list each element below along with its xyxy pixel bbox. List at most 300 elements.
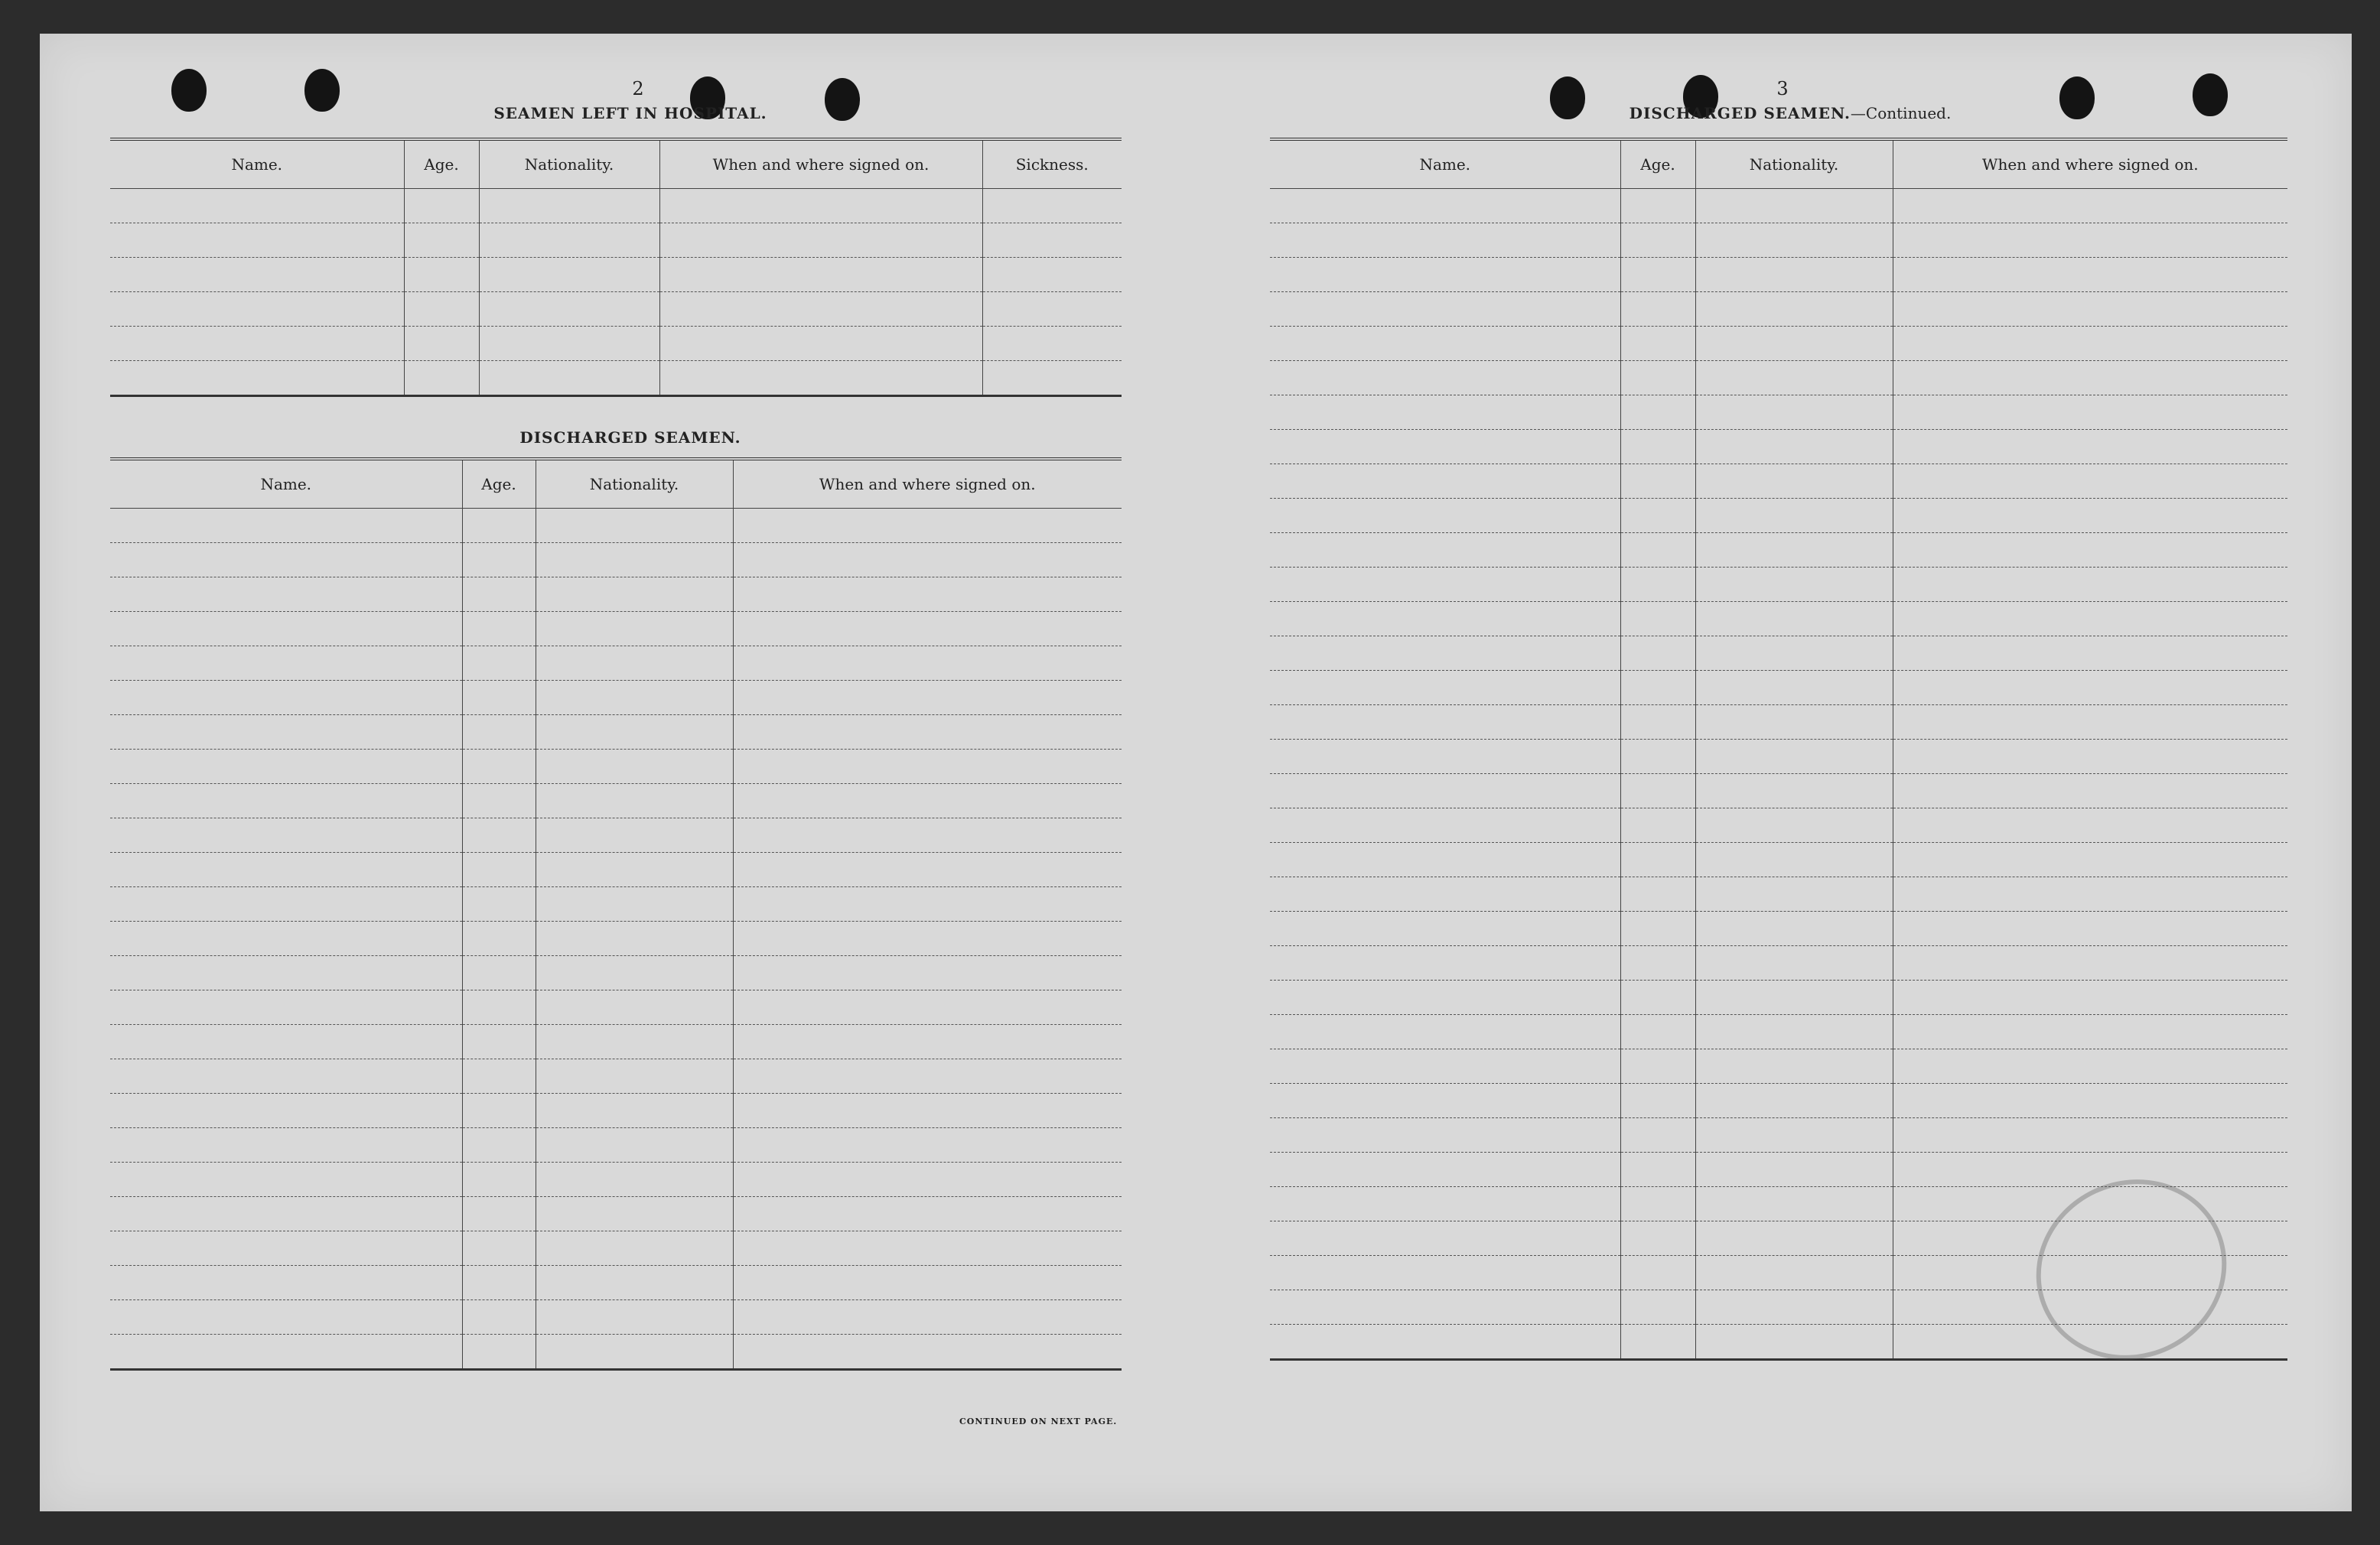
table-cell [110, 361, 404, 396]
table-row [1270, 223, 2287, 258]
table-cell [536, 1059, 733, 1094]
table-row [110, 292, 1122, 327]
table-cell [462, 818, 536, 853]
table-cell [1695, 912, 1893, 946]
table-cell [110, 577, 462, 612]
ledger-sheet [40, 34, 2352, 1511]
table-row [1270, 1118, 2287, 1153]
table-cell [1620, 499, 1695, 533]
table-row [110, 1231, 1122, 1266]
table-cell [110, 887, 462, 922]
table-cell [1270, 808, 1620, 843]
table-cell [1270, 499, 1620, 533]
table-cell [1270, 1325, 1620, 1360]
table-row [1270, 361, 2287, 395]
hospital-section-title: SEAMEN LEFT IN HOSPITAL. [493, 104, 767, 122]
table-cell [462, 1128, 536, 1163]
table-cell [110, 818, 462, 853]
table-row [1270, 981, 2287, 1015]
table-row [1270, 912, 2287, 946]
table-cell [110, 509, 462, 543]
discharged-section-title: DISCHARGED SEAMEN. [519, 428, 741, 447]
table-row [1270, 258, 2287, 292]
table-cell [733, 750, 1122, 784]
table-row [110, 922, 1122, 956]
table-cell [1893, 1153, 2287, 1187]
table-cell [462, 1025, 536, 1059]
table-cell [1695, 1049, 1893, 1084]
table-cell [982, 258, 1122, 292]
table-cell [733, 990, 1122, 1025]
table-cell [1695, 636, 1893, 671]
table-cell [1893, 1015, 2287, 1049]
table-cell [536, 853, 733, 887]
table-row [110, 887, 1122, 922]
page-number: 3 [1776, 78, 1789, 99]
table-cell [1270, 464, 1620, 499]
table-cell [1695, 877, 1893, 912]
table-row [1270, 808, 2287, 843]
table-cell [1270, 395, 1620, 430]
table-cell [1270, 223, 1620, 258]
table-cell [1893, 533, 2287, 568]
table-cell [1620, 1153, 1695, 1187]
table-cell [733, 1266, 1122, 1300]
table-cell [1695, 946, 1893, 981]
table-cell [1893, 327, 2287, 361]
table-cell [1893, 636, 2287, 671]
table-cell [462, 681, 536, 715]
table-cell [110, 1094, 462, 1128]
table-cell [982, 327, 1122, 361]
table-cell [110, 922, 462, 956]
table-row [110, 1025, 1122, 1059]
table-cell [110, 327, 404, 361]
table-cell [462, 853, 536, 887]
table-cell [536, 577, 733, 612]
table-cell [1270, 705, 1620, 740]
table-cell [1620, 464, 1695, 499]
table-cell [462, 1231, 536, 1266]
table-row [1270, 395, 2287, 430]
table-cell [404, 189, 479, 223]
table-cell [1620, 568, 1695, 602]
table-cell [462, 922, 536, 956]
table-row [1270, 946, 2287, 981]
table-cell [536, 750, 733, 784]
table-cell [536, 1231, 733, 1266]
table-cell [733, 922, 1122, 956]
table-cell [1620, 1290, 1695, 1325]
table-cell [110, 1197, 462, 1231]
table-cell [1270, 740, 1620, 774]
table-cell [982, 189, 1122, 223]
table-cell [982, 361, 1122, 396]
column-header-nationality: Nationality. [1695, 139, 1893, 189]
column-header-name: Name. [1270, 139, 1620, 189]
table-cell [1620, 533, 1695, 568]
table-cell [110, 681, 462, 715]
table-cell [1270, 361, 1620, 395]
table-header-row [110, 459, 1122, 509]
table-cell [733, 715, 1122, 750]
table-cell [110, 258, 404, 292]
table-cell [536, 956, 733, 990]
table-cell [536, 1128, 733, 1163]
table-cell [1893, 258, 2287, 292]
table-cell [110, 646, 462, 681]
table-cell [1695, 568, 1893, 602]
table-cell [1620, 1118, 1695, 1153]
table-cell [462, 956, 536, 990]
table-cell [1620, 774, 1695, 808]
table-row [110, 818, 1122, 853]
table-cell [479, 327, 659, 361]
table-row [110, 750, 1122, 784]
table-cell [1695, 499, 1893, 533]
table-cell [1620, 602, 1695, 636]
table-cell [1620, 740, 1695, 774]
table-cell [110, 1335, 462, 1370]
table-row [1270, 1049, 2287, 1084]
table-cell [1270, 1153, 1620, 1187]
table-cell [1620, 258, 1695, 292]
table-cell [1270, 189, 1620, 223]
table-cell [733, 612, 1122, 646]
table-cell [733, 853, 1122, 887]
table-header-row [1270, 139, 2287, 189]
column-header-signed-on: When and where signed on. [733, 459, 1122, 509]
table-row [1270, 189, 2287, 223]
table-cell [659, 189, 982, 223]
column-header-nationality: Nationality. [479, 139, 659, 189]
table-cell [1695, 223, 1893, 258]
table-cell [536, 681, 733, 715]
table-cell [1270, 1049, 1620, 1084]
table-cell [1695, 1256, 1893, 1290]
table-cell [1620, 1325, 1695, 1360]
table-row [1270, 327, 2287, 361]
table-row [110, 189, 1122, 223]
table-cell [733, 1163, 1122, 1197]
table-cell [1620, 1187, 1695, 1221]
table-cell [1695, 1187, 1893, 1221]
table-cell [1270, 636, 1620, 671]
table-cell [404, 223, 479, 258]
table-cell [1695, 1290, 1893, 1325]
table-cell [1270, 877, 1620, 912]
table-cell [1620, 223, 1695, 258]
table-row [110, 543, 1122, 577]
discharged-table [110, 457, 1122, 1371]
table-cell [462, 543, 536, 577]
table-cell [1695, 740, 1893, 774]
table-row [110, 990, 1122, 1025]
table-cell [1270, 671, 1620, 705]
table-row [110, 1094, 1122, 1128]
table-cell [733, 887, 1122, 922]
table-cell [536, 887, 733, 922]
table-cell [1893, 671, 2287, 705]
table-cell [1695, 843, 1893, 877]
table-cell [110, 1266, 462, 1300]
table-cell [462, 646, 536, 681]
table-row [1270, 1084, 2287, 1118]
table-row [110, 1300, 1122, 1335]
continued-note: CONTINUED ON NEXT PAGE. [959, 1417, 1118, 1426]
table-cell [462, 577, 536, 612]
table-cell [536, 543, 733, 577]
table-row [1270, 430, 2287, 464]
table-cell [110, 223, 404, 258]
table-cell [536, 784, 733, 818]
table-cell [1620, 430, 1695, 464]
table-row [110, 361, 1122, 396]
table-cell [1270, 430, 1620, 464]
table-row [110, 1197, 1122, 1231]
table-row [1270, 774, 2287, 808]
table-cell [1893, 223, 2287, 258]
table-cell [1270, 1290, 1620, 1325]
table-cell [1620, 1084, 1695, 1118]
page-number: 2 [632, 78, 644, 99]
table-cell [110, 853, 462, 887]
punch-hole [171, 69, 207, 112]
table-cell [1270, 568, 1620, 602]
table-cell [404, 292, 479, 327]
table-cell [404, 258, 479, 292]
table-cell [110, 1025, 462, 1059]
table-row [110, 612, 1122, 646]
table-row [110, 258, 1122, 292]
table-cell [404, 361, 479, 396]
table-row [1270, 843, 2287, 877]
table-cell [1893, 808, 2287, 843]
table-row [110, 784, 1122, 818]
table-cell [110, 750, 462, 784]
table-cell [1893, 568, 2287, 602]
table-cell [733, 1128, 1122, 1163]
table-cell [1893, 843, 2287, 877]
table-cell [536, 922, 733, 956]
table-row [1270, 602, 2287, 636]
column-header-name: Name. [110, 459, 462, 509]
table-cell [462, 1300, 536, 1335]
table-cell [479, 189, 659, 223]
table-cell [1270, 1118, 1620, 1153]
table-row [110, 646, 1122, 681]
table-cell [110, 612, 462, 646]
table-cell [1270, 533, 1620, 568]
table-cell [536, 646, 733, 681]
table-cell [1893, 740, 2287, 774]
table-cell [1620, 327, 1695, 361]
table-cell [1620, 843, 1695, 877]
table-header-row [110, 139, 1122, 189]
table-cell [733, 509, 1122, 543]
table-cell [1270, 946, 1620, 981]
table-cell [1695, 808, 1893, 843]
table-cell [733, 1300, 1122, 1335]
table-cell [1270, 1015, 1620, 1049]
table-row [1270, 740, 2287, 774]
table-cell [1893, 430, 2287, 464]
table-cell [1893, 1049, 2287, 1084]
table-row [1270, 636, 2287, 671]
table-cell [1620, 671, 1695, 705]
table-cell [1270, 1187, 1620, 1221]
table-row [110, 1059, 1122, 1094]
table-row [110, 1335, 1122, 1370]
table-cell [1893, 1084, 2287, 1118]
table-cell [110, 189, 404, 223]
table-cell [1695, 1221, 1893, 1256]
table-row [1270, 671, 2287, 705]
table-row [1270, 464, 2287, 499]
table-cell [1893, 361, 2287, 395]
column-header-age: Age. [1620, 139, 1695, 189]
table-cell [479, 361, 659, 396]
table-cell [1695, 189, 1893, 223]
table-cell [1695, 602, 1893, 636]
table-cell [1695, 774, 1893, 808]
table-cell [1695, 1015, 1893, 1049]
table-cell [1695, 705, 1893, 740]
table-cell [1270, 981, 1620, 1015]
table-cell [733, 577, 1122, 612]
table-cell [462, 784, 536, 818]
column-header-sickness: Sickness. [982, 139, 1122, 189]
table-cell [1620, 1049, 1695, 1084]
table-cell [1695, 671, 1893, 705]
table-row [1270, 568, 2287, 602]
table-cell [733, 818, 1122, 853]
table-row [1270, 1015, 2287, 1049]
table-cell [733, 784, 1122, 818]
table-cell [1620, 705, 1695, 740]
table-cell [1620, 946, 1695, 981]
table-cell [462, 1059, 536, 1094]
table-cell [110, 1059, 462, 1094]
table-cell [1695, 533, 1893, 568]
table-cell [536, 1094, 733, 1128]
table-cell [536, 1163, 733, 1197]
table-cell [733, 1231, 1122, 1266]
table-cell [1270, 1221, 1620, 1256]
table-cell [462, 990, 536, 1025]
table-cell [1893, 705, 2287, 740]
table-cell [462, 509, 536, 543]
table-cell [733, 1197, 1122, 1231]
column-header-age: Age. [462, 459, 536, 509]
table-cell [1695, 292, 1893, 327]
table-cell [110, 1300, 462, 1335]
table-cell [462, 1163, 536, 1197]
table-cell [110, 543, 462, 577]
table-cell [659, 292, 982, 327]
table-row [110, 1163, 1122, 1197]
table-cell [479, 258, 659, 292]
table-cell [110, 784, 462, 818]
punch-hole [304, 69, 340, 112]
table-row [1270, 533, 2287, 568]
table-cell [462, 612, 536, 646]
column-header-age: Age. [404, 139, 479, 189]
discharged-continued-title [1545, 104, 2035, 122]
table-cell [462, 1266, 536, 1300]
table-cell [733, 1059, 1122, 1094]
table-cell [1620, 189, 1695, 223]
table-cell [1620, 808, 1695, 843]
table-cell [1695, 395, 1893, 430]
table-row [110, 509, 1122, 543]
table-cell [536, 990, 733, 1025]
column-header-signed-on: When and where signed on. [1893, 139, 2287, 189]
table-cell [536, 818, 733, 853]
table-row [1270, 705, 2287, 740]
table-row [110, 853, 1122, 887]
table-cell [110, 990, 462, 1025]
table-cell [462, 1335, 536, 1370]
table-row [1270, 292, 2287, 327]
table-row [1270, 499, 2287, 533]
table-row [110, 956, 1122, 990]
table-cell [110, 956, 462, 990]
table-cell [1893, 981, 2287, 1015]
table-cell [1695, 1118, 1893, 1153]
table-cell [1620, 292, 1695, 327]
table-cell [462, 715, 536, 750]
table-cell [1695, 327, 1893, 361]
table-cell [1620, 395, 1695, 430]
discharged-continued-table [1270, 138, 2287, 1361]
table-cell [1893, 946, 2287, 981]
table-cell [1695, 464, 1893, 499]
table-cell [1893, 395, 2287, 430]
table-cell [536, 612, 733, 646]
table-cell [733, 543, 1122, 577]
table-cell [110, 1231, 462, 1266]
table-cell [1695, 258, 1893, 292]
table-cell [1893, 774, 2287, 808]
table-cell [1620, 1256, 1695, 1290]
table-cell [536, 715, 733, 750]
table-cell [1620, 981, 1695, 1015]
table-cell [733, 646, 1122, 681]
table-cell [1270, 774, 1620, 808]
table-cell [1893, 189, 2287, 223]
table-cell [659, 258, 982, 292]
table-cell [404, 327, 479, 361]
table-row [110, 681, 1122, 715]
table-cell [1270, 602, 1620, 636]
table-cell [733, 1335, 1122, 1370]
table-cell [1695, 1084, 1893, 1118]
table-cell [733, 1094, 1122, 1128]
table-cell [1620, 877, 1695, 912]
table-cell [536, 1300, 733, 1335]
column-header-name: Name. [110, 139, 404, 189]
table-cell [1695, 430, 1893, 464]
table-cell [1893, 464, 2287, 499]
table-cell [1270, 843, 1620, 877]
table-cell [462, 887, 536, 922]
table-cell [536, 1335, 733, 1370]
table-cell [536, 1025, 733, 1059]
column-header-signed-on: When and where signed on. [659, 139, 982, 189]
table-cell [1893, 912, 2287, 946]
table-row [110, 577, 1122, 612]
